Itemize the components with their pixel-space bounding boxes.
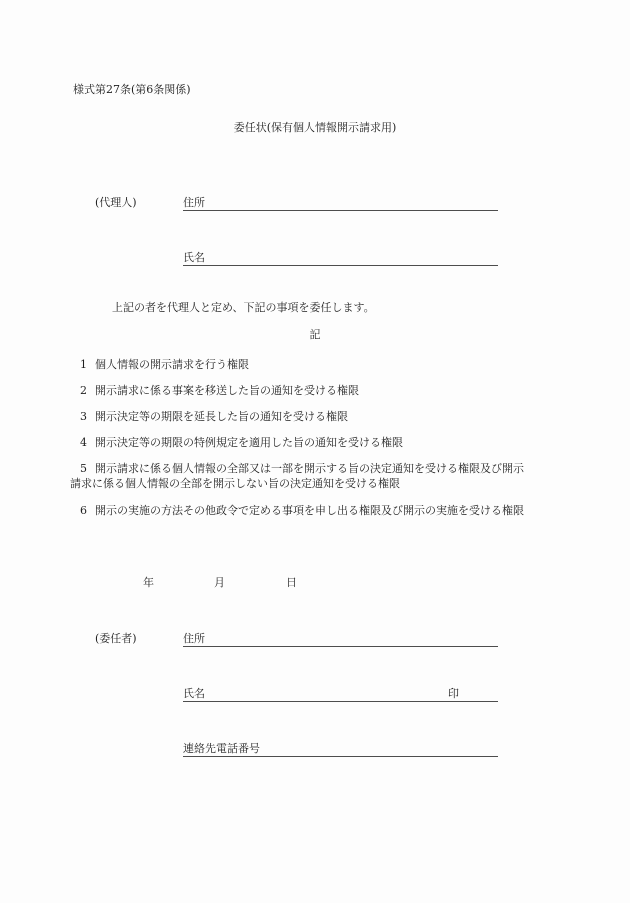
seal-label: 印 xyxy=(448,687,459,700)
item-number: 5 xyxy=(80,462,87,475)
day-label[interactable]: 日 xyxy=(286,576,297,589)
declaration-text: 上記の者を代理人と定め、下記の事項を委任します。 xyxy=(112,301,375,314)
delegator-name-label: 氏名 xyxy=(183,687,205,700)
delegator-phone-label: 連絡先電話番号 xyxy=(183,742,260,755)
delegator-role-label: (委任者) xyxy=(95,632,137,645)
delegator-name-field[interactable] xyxy=(183,687,498,702)
item-text-wrap: 請求に係る個人情報の全部を開示しない旨の決定通知を受ける権限 xyxy=(70,477,400,490)
form-number: 様式第27条(第6条関係) xyxy=(73,83,191,96)
note-heading: 記 xyxy=(309,328,321,341)
item-number: 1 xyxy=(80,358,87,371)
item-text: 開示請求に係る事案を移送した旨の通知を受ける権限 xyxy=(95,384,359,397)
document-title: 委任状(保有個人情報開示請求用) xyxy=(233,121,397,134)
item-text: 開示請求に係る個人情報の全部又は一部を開示する旨の決定通知を受ける権限及び開示 xyxy=(95,462,524,475)
item-text: 開示決定等の期限を延長した旨の通知を受ける権限 xyxy=(95,410,348,423)
month-label[interactable]: 月 xyxy=(214,576,225,589)
year-label[interactable]: 年 xyxy=(143,576,154,589)
item-text: 開示決定等の期限の特例規定を適用した旨の通知を受ける権限 xyxy=(95,436,403,449)
delegator-address-label: 住所 xyxy=(183,632,205,645)
item-number: 6 xyxy=(80,504,87,517)
item-number: 3 xyxy=(80,410,87,423)
delegator-address-field[interactable] xyxy=(183,632,498,647)
item-number: 2 xyxy=(80,384,87,397)
agent-address-field[interactable] xyxy=(183,196,498,211)
agent-name-field[interactable] xyxy=(183,251,498,266)
item-text: 開示の実施の方法その他政令で定める事項を申し出る権限及び開示の実施を受ける権限 xyxy=(95,504,524,517)
agent-role-label: (代理人) xyxy=(95,196,137,209)
item-text: 個人情報の開示請求を行う権限 xyxy=(95,358,249,371)
item-number: 4 xyxy=(80,436,87,449)
delegator-phone-field[interactable] xyxy=(183,742,498,757)
agent-name-label: 氏名 xyxy=(183,251,205,264)
agent-address-label: 住所 xyxy=(183,196,205,209)
